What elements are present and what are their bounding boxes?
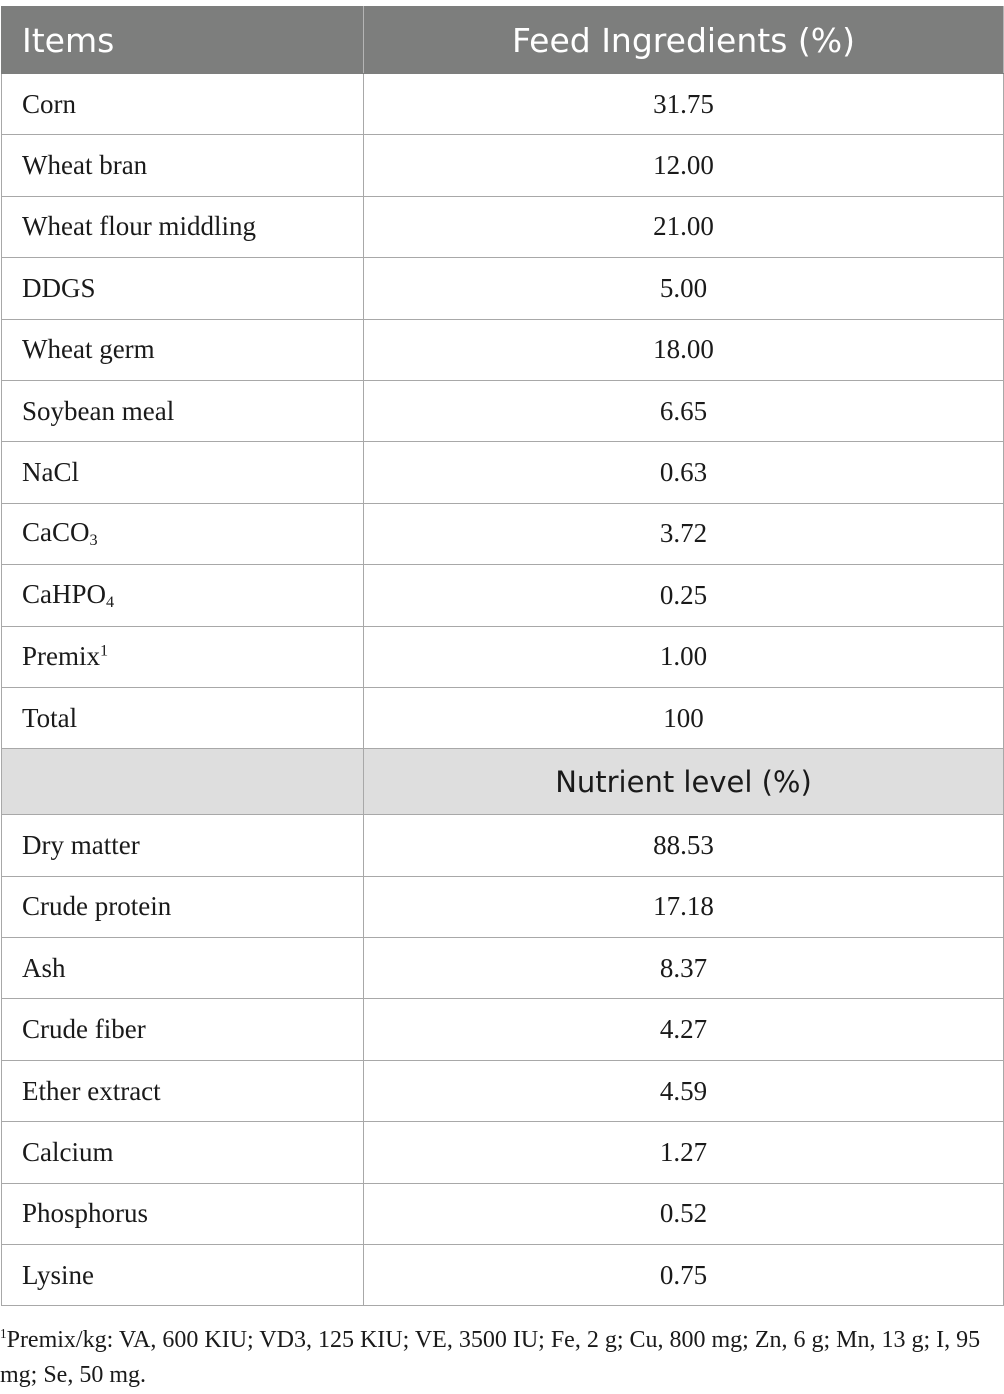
- nutrient-level-header: Nutrient level (%): [364, 749, 1004, 815]
- item-name: Calcium: [22, 1136, 114, 1167]
- feed-composition-table: [1, 6, 1004, 1306]
- table-row: [2, 565, 1004, 626]
- item-name: Corn: [22, 88, 76, 119]
- item-value-cell: 0.75: [364, 1245, 1004, 1306]
- item-value-cell: 0.52: [364, 1183, 1004, 1244]
- item-name: Phosphorus: [22, 1198, 149, 1229]
- header-row: [2, 7, 1004, 74]
- item-name: DDGS: [22, 272, 96, 303]
- table-row: [2, 938, 1004, 999]
- item-name: Wheat flour middling: [22, 211, 256, 242]
- table-row: [2, 1245, 1004, 1306]
- item-value-cell: 88.53: [364, 815, 1004, 876]
- item-value-cell: 17.18: [364, 876, 1004, 937]
- footnote-text: Premix/kg: VA, 600 KIU; VD3, 125 KIU; VE, 3500 IU; Fe, 2 g; Cu, 800 mg; Zn, 6 g; Mn, 13 g; I, 95 mg; Se, 50 mg.: [0, 1327, 981, 1389]
- item-value-cell: 3.72: [364, 503, 1004, 564]
- item-name: Soybean meal: [22, 395, 175, 426]
- table-row: [2, 135, 1004, 196]
- item-name-cell: [2, 876, 364, 937]
- table-row: [2, 380, 1004, 441]
- item-value-cell: 6.65: [364, 380, 1004, 441]
- item-name-cell: [2, 319, 364, 380]
- items-column-header: Items: [2, 7, 364, 74]
- ingredients-body: [2, 74, 1004, 749]
- item-name: Lysine: [22, 1259, 94, 1290]
- item-name-cell: [2, 442, 364, 503]
- footnote: [0, 1316, 1004, 1393]
- item-name-cell: [2, 503, 364, 564]
- item-value-cell: 0.25: [364, 565, 1004, 626]
- item-name: NaCl: [22, 457, 79, 488]
- table-row: [2, 1122, 1004, 1183]
- item-value-cell: 18.00: [364, 319, 1004, 380]
- item-name-cell: [2, 74, 364, 135]
- table-row: [2, 876, 1004, 937]
- nutrient-header-blank-cell: [2, 749, 364, 815]
- item-name-cell: [2, 565, 364, 626]
- table-row: [2, 1183, 1004, 1244]
- item-value-cell: 1.27: [364, 1122, 1004, 1183]
- table-row: [2, 196, 1004, 257]
- table-row: [2, 319, 1004, 380]
- item-name-cell: [2, 135, 364, 196]
- nutrient-header-row: [2, 749, 1004, 815]
- item-value-cell: 1.00: [364, 626, 1004, 687]
- table-row: [2, 503, 1004, 564]
- item-name-cell: [2, 1183, 364, 1244]
- feed-ingredients-column-header: Feed Ingredients (%): [364, 7, 1004, 74]
- item-name-cell: [2, 999, 364, 1060]
- item-name: Crude fiber: [22, 1014, 146, 1045]
- item-name-cell: [2, 1122, 364, 1183]
- item-name-cell: [2, 815, 364, 876]
- item-subscript: 4: [106, 592, 115, 611]
- item-name-cell: [2, 687, 364, 748]
- item-name: Wheat germ: [22, 334, 155, 365]
- item-name-cell: [2, 258, 364, 319]
- item-name: Dry matter: [22, 829, 140, 860]
- table-row: [2, 1060, 1004, 1121]
- item-value-cell: 12.00: [364, 135, 1004, 196]
- table-row: [2, 74, 1004, 135]
- item-name-cell: [2, 938, 364, 999]
- nutrients-body: [2, 815, 1004, 1306]
- item-value-cell: 100: [364, 687, 1004, 748]
- item-value-cell: 8.37: [364, 938, 1004, 999]
- item-value-cell: 31.75: [364, 74, 1004, 135]
- item-value-cell: 0.63: [364, 442, 1004, 503]
- item-name-cell: [2, 626, 364, 687]
- item-value-cell: 21.00: [364, 196, 1004, 257]
- footnote-marker: 1: [0, 1326, 7, 1341]
- table-row: [2, 258, 1004, 319]
- table-row: [2, 815, 1004, 876]
- table-row: [2, 626, 1004, 687]
- item-name: Premix: [22, 641, 100, 672]
- item-value-cell: 5.00: [364, 258, 1004, 319]
- item-name: Wheat bran: [22, 150, 148, 181]
- item-footnote-marker: 1: [100, 641, 109, 660]
- item-name: CaCO: [22, 517, 90, 548]
- item-value-cell: 4.27: [364, 999, 1004, 1060]
- table-row: [2, 999, 1004, 1060]
- item-name-cell: [2, 1245, 364, 1306]
- item-name-cell: [2, 1060, 364, 1121]
- item-name: Ether extract: [22, 1075, 161, 1106]
- item-name: Total: [22, 702, 78, 733]
- item-name: CaHPO: [22, 578, 107, 609]
- item-name-cell: [2, 380, 364, 441]
- table-row: [2, 687, 1004, 748]
- item-name: Crude protein: [22, 891, 172, 922]
- item-name-cell: [2, 196, 364, 257]
- table-row: [2, 442, 1004, 503]
- item-name: Ash: [22, 952, 66, 983]
- item-subscript: 3: [89, 531, 98, 550]
- item-value-cell: 4.59: [364, 1060, 1004, 1121]
- nutrient-section: [2, 749, 1004, 815]
